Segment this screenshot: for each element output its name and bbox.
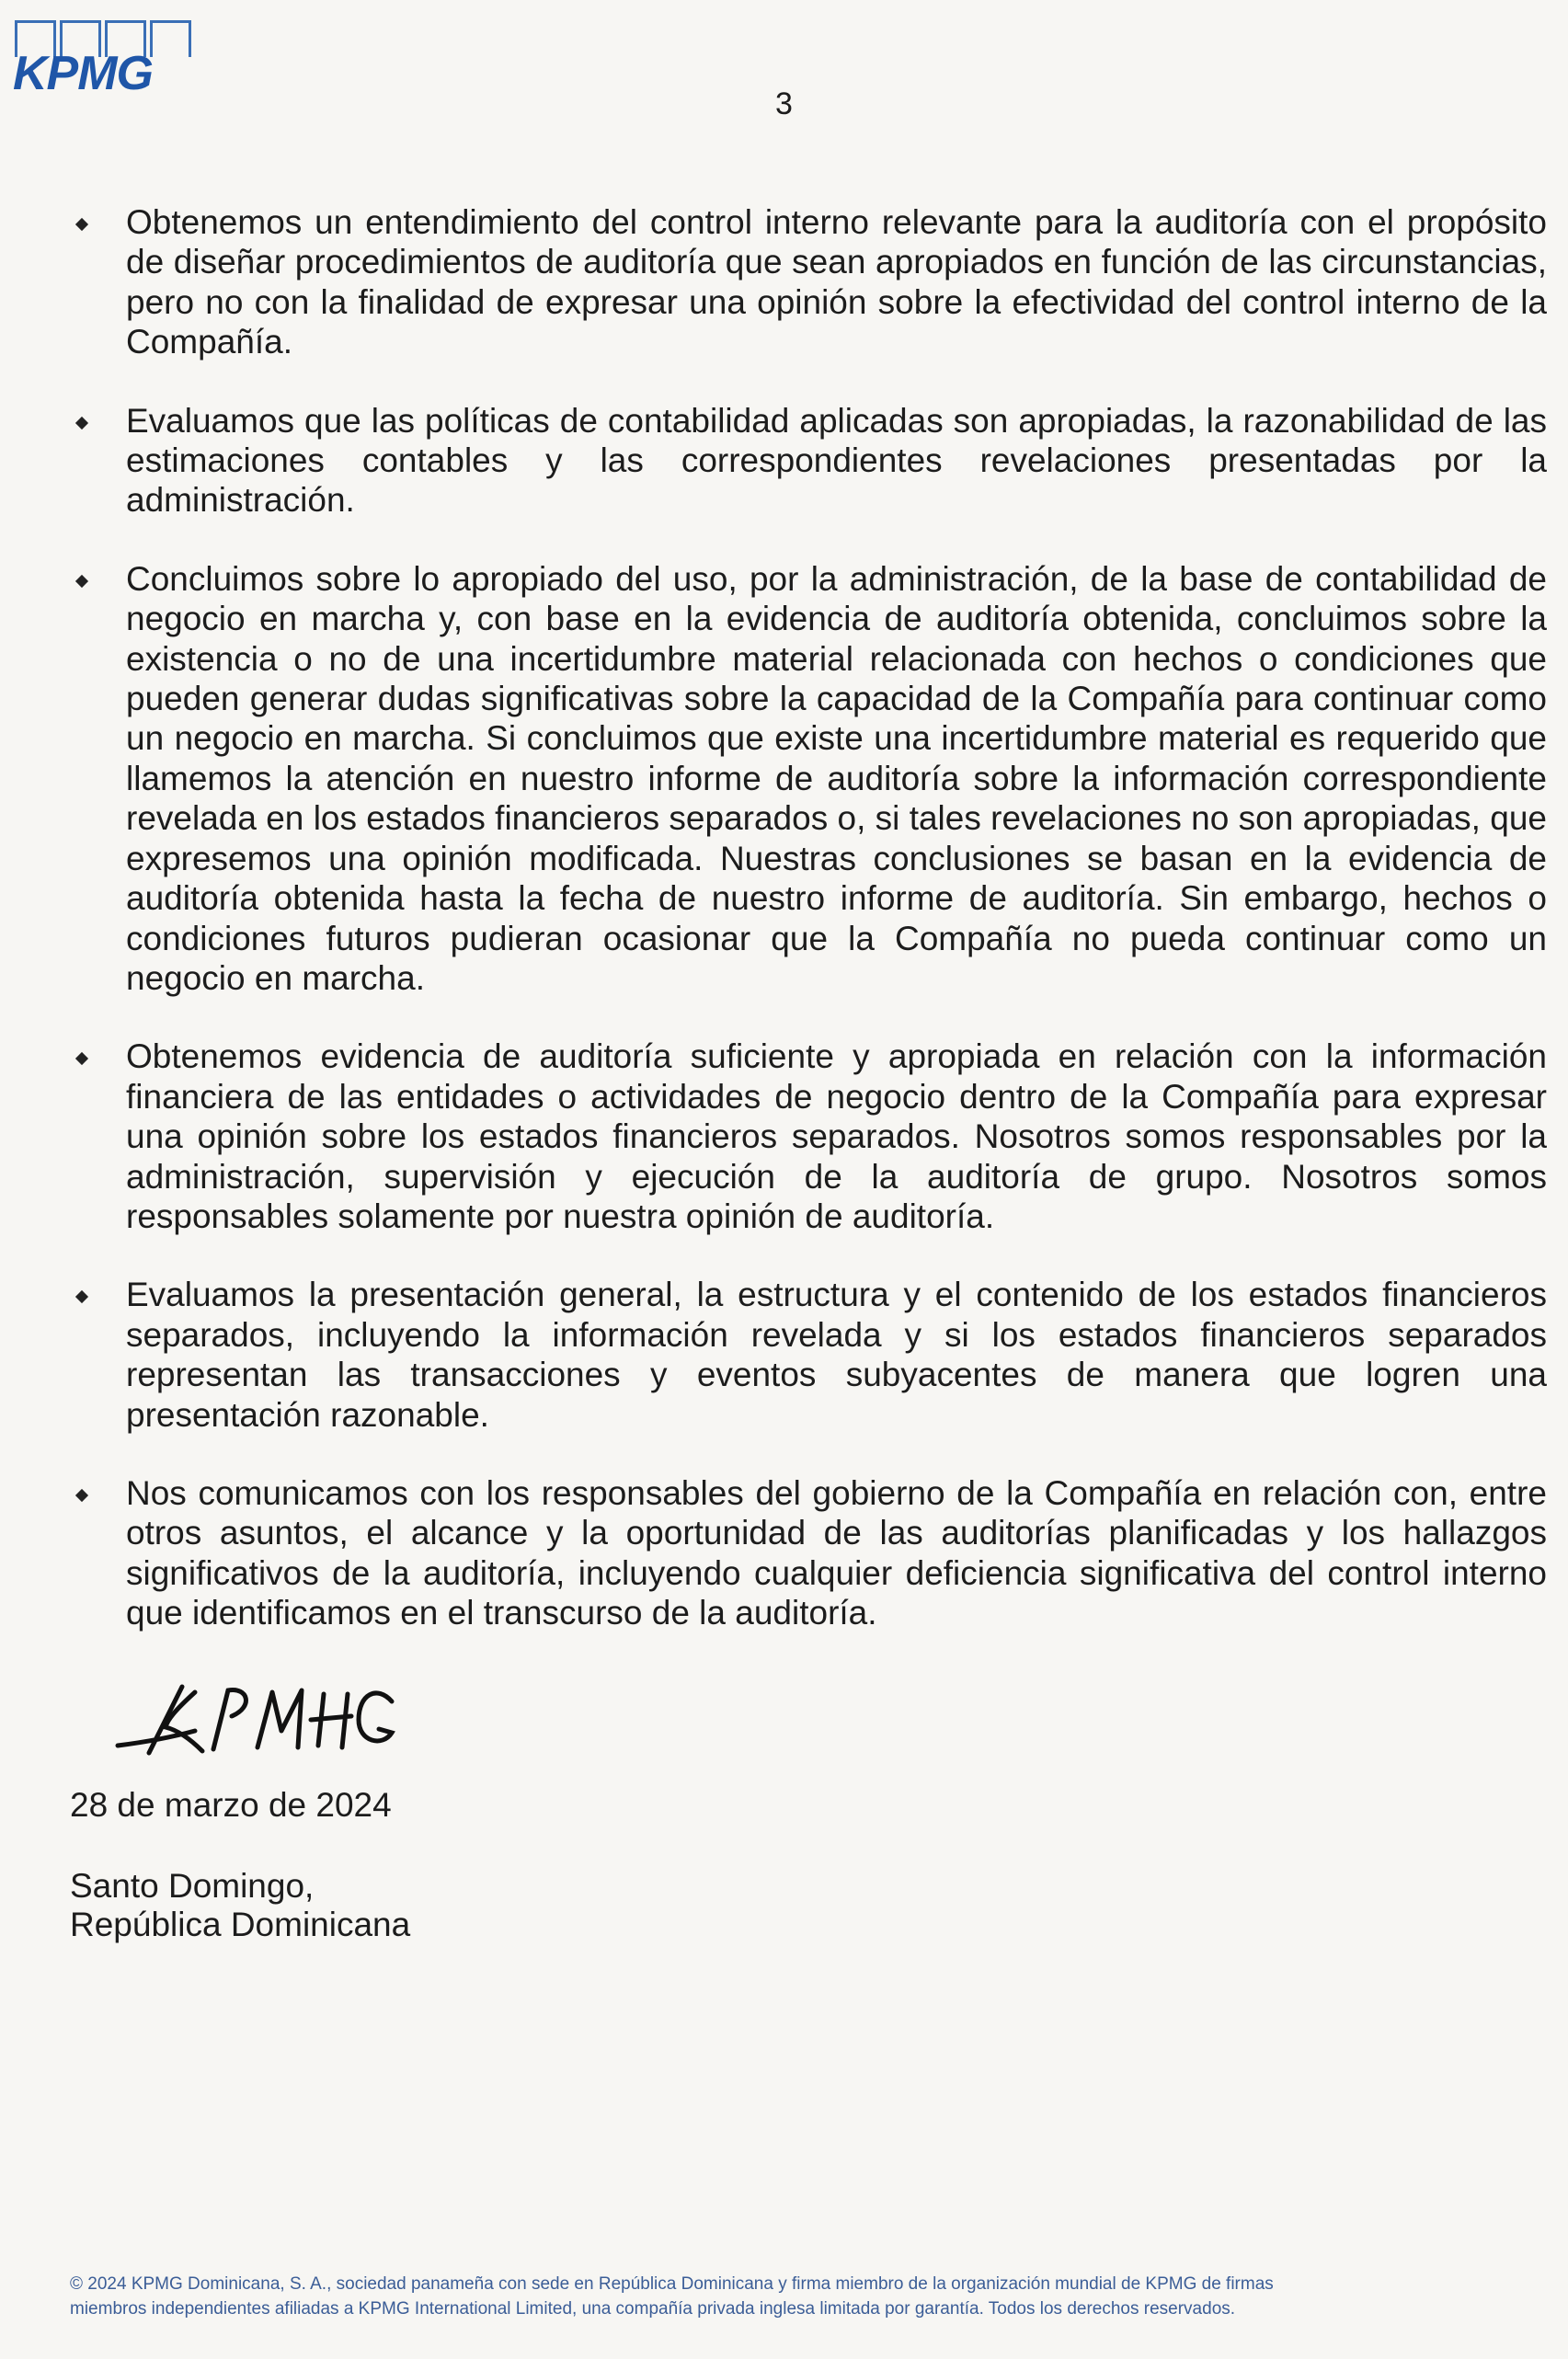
diamond-bullet-icon (75, 1052, 88, 1065)
bullet-item (70, 202, 1547, 362)
diamond-bullet-icon (75, 1290, 88, 1303)
diamond-bullet-icon (75, 1489, 88, 1502)
report-location (70, 1867, 410, 1944)
kpmg-logo (7, 17, 191, 100)
logo-text: KPMG (13, 47, 153, 100)
footer-line: © 2024 KPMG Dominicana, S. A., sociedad panameña con sede en República Dominicana y firma miembro de la organización mundial de KPMG de firmas (70, 2274, 1274, 2294)
diamond-bullet-icon (75, 575, 88, 588)
page-number: 3 (775, 86, 793, 121)
bullet-text: Evaluamos la presentación general, la estructura y el contenido de los estados financieros separados, incluyendo la información revelada y si los estados financieros separados representan las transacciones y eventos subyacentes de manera que logren una presentación razonable. (126, 1276, 1547, 1434)
city: Santo Domingo, (70, 1867, 315, 1905)
bullet-text: Nos comunicamos con los responsables del gobierno de la Compañía en relación con, entre otros asuntos, el alcance y la oportunidad de las auditorías planificadas y los hallazgos significativos de la auditoría, incluyendo cualquier deficiencia significativa del control interno que identificamos en el transcurso de la auditoría. (126, 1473, 1547, 1632)
bullet-text: Concluimos sobre lo apropiado del uso, por la administración, de la base de contabilidad de negocio en marcha y, con base en la evidencia de auditoría obtenida, concluimos sobre la existencia o no de una incertidumbre material relacionada con hechos o condiciones que pueden generar dudas significativas sobre la capacidad de la Compañía para continuar como un negocio en marcha. Si concluimos que existe una incertidumbre material es requerido que llamemos la atención en nuestro informe de auditoría sobre la información correspondiente revelada en los estados financieros separados o, si tales revelaciones no son apropiadas, que expresemos una opinión modificada. Nuestras conclusiones se basan en la evidencia de auditoría obtenida hasta la fecha de nuestro informe de auditoría. Sin embargo, hechos o condiciones futuros pudieran ocasionar que la Compañía no pueda continuar como un negocio en marcha. (126, 559, 1547, 997)
diamond-bullet-icon (75, 417, 88, 429)
bullet-item (70, 401, 1547, 521)
bullet-item (70, 559, 1547, 998)
country: República Dominicana (70, 1906, 411, 1943)
bullet-item (70, 1036, 1547, 1236)
bullet-text: Evaluamos que las políticas de contabilidad aplicadas son apropiadas, la razonabilidad de las estimaciones contables y las correspondientes revelaciones presentadas por la administración. (126, 401, 1547, 520)
bullet-item (70, 1275, 1547, 1435)
diamond-bullet-icon (75, 218, 88, 231)
footer-line: miembros independientes afiliadas a KPMG International Limited, una compañía privada inglesa limitada por garantía. Todos los derechos reservados. (70, 2299, 1236, 2319)
bullet-text: Obtenemos un entendimiento del control interno relevante para la auditoría con el propósito de diseñar procedimientos de auditoría que sean apropiados en función de las circunstancias, pero no con la finalidad de expresar una opinión sobre la efectividad del control interno de la Compañía. (126, 203, 1547, 361)
bullet-item (70, 1473, 1547, 1633)
bullet-text: Obtenemos evidencia de auditoría suficiente y apropiada en relación con la información financiera de las entidades o actividades de negocio dentro de la Compañía para expresar una opinión sobre los estados financieros separados. Nosotros somos responsables por la administración, supervisión y ejecución de la auditoría de grupo. Nosotros somos responsables solamente por nuestra opinión de auditoría. (126, 1037, 1547, 1235)
report-date: 28 de marzo de 2024 (70, 1786, 392, 1824)
bullet-list (70, 202, 1547, 1672)
copyright-footer (70, 2272, 1541, 2321)
kpmg-signature (110, 1674, 405, 1766)
